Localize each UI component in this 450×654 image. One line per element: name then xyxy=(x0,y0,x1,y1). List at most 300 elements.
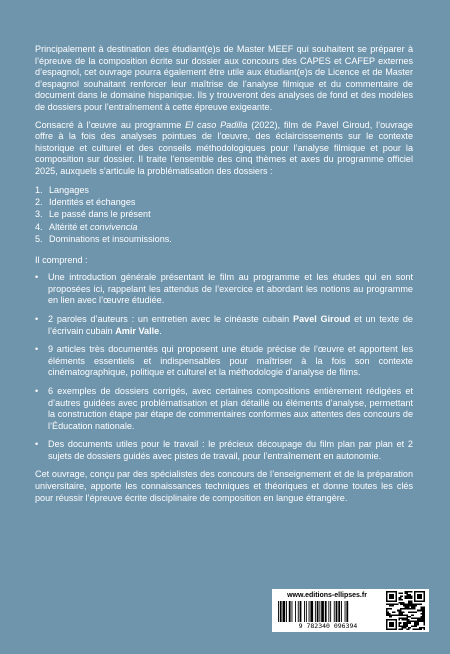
qr-module xyxy=(413,618,415,620)
qr-module xyxy=(414,594,416,596)
publisher-footer xyxy=(272,589,429,632)
qr-module xyxy=(409,622,411,624)
qr-module xyxy=(389,625,391,627)
qr-module xyxy=(413,611,415,613)
qr-module xyxy=(386,621,388,623)
qr-module xyxy=(408,607,410,609)
qr-module xyxy=(420,600,422,602)
theme-item: 3. Le passé dans le présent xyxy=(35,209,151,220)
qr-module xyxy=(388,613,390,615)
qr-module xyxy=(400,618,402,620)
qr-module xyxy=(408,608,410,610)
qr-module xyxy=(408,622,410,624)
qr-module xyxy=(420,591,422,593)
qr-module xyxy=(392,597,394,599)
qr-module xyxy=(416,621,418,623)
qr-module xyxy=(414,618,416,620)
qr-module xyxy=(422,611,424,613)
qr-module xyxy=(422,608,424,610)
qr-module xyxy=(413,608,415,610)
intro-paragraph: Principalement à destination des étudiant(e)s de Master MEEF qui souhaitent se préparer à l’épreuve de la composition écrite sur dossier aux concours des CAPES et CAFEP externes d’espagnol, cet ouvrage pourra également être utile aux étudiant(e)s de Licence et de Master d’espagnol souhaitant renforcer leur maîtrise de l’analyse filmique et du commentaire de document dans le domaine hispanique. Ils y trouveront des analyses de fond et des modèles de dossiers pour l’entraînement à cette épreuve exigeante. xyxy=(35,44,413,112)
qr-module xyxy=(423,627,425,629)
qr-module xyxy=(417,622,419,624)
qr-module xyxy=(395,622,397,624)
qr-module xyxy=(411,611,413,613)
qr-module xyxy=(389,613,391,615)
qr-module xyxy=(420,607,422,609)
qr-module xyxy=(422,614,424,616)
qr-module xyxy=(391,596,393,598)
qr-module xyxy=(408,605,410,607)
qr-module xyxy=(389,614,391,616)
qr-module xyxy=(398,619,400,621)
qr-module xyxy=(423,628,425,630)
qr-module xyxy=(395,619,397,621)
qr-module xyxy=(405,622,407,624)
qr-module xyxy=(414,624,416,626)
qr-module xyxy=(406,608,408,610)
qr-module xyxy=(420,621,422,623)
qr-module xyxy=(409,621,411,623)
qr-module xyxy=(394,591,396,593)
qr-module xyxy=(413,614,415,616)
qr-module xyxy=(419,619,421,621)
qr-module xyxy=(403,619,405,621)
qr-module xyxy=(391,616,393,618)
qr-module xyxy=(423,599,425,601)
qr-module xyxy=(386,628,388,630)
qr-module xyxy=(400,622,402,624)
qr-module xyxy=(400,613,402,615)
qr-module xyxy=(420,616,422,618)
qr-module xyxy=(423,614,425,616)
qr-module xyxy=(389,596,391,598)
qr-module xyxy=(402,627,404,629)
qr-module xyxy=(417,591,419,593)
qr-module xyxy=(402,602,404,604)
qr-module xyxy=(398,611,400,613)
theme-item: 4. Altérité et convivencia xyxy=(35,221,138,232)
qr-module xyxy=(419,627,421,629)
qr-module xyxy=(398,593,400,595)
qr-module xyxy=(403,614,405,616)
qr-module xyxy=(403,602,405,604)
qr-module xyxy=(398,614,400,616)
qr-module xyxy=(409,602,411,604)
qr-module xyxy=(408,594,410,596)
qr-module xyxy=(406,591,408,593)
qr-module xyxy=(408,616,410,618)
back-cover-text xyxy=(35,44,413,510)
qr-module xyxy=(414,597,416,599)
qr-module xyxy=(388,600,390,602)
qr-module xyxy=(406,625,408,627)
qr-module xyxy=(391,624,393,626)
qr-module xyxy=(411,618,413,620)
qr-module xyxy=(406,605,408,607)
qr-module xyxy=(409,603,411,605)
qr-module xyxy=(416,603,418,605)
qr-module xyxy=(400,593,402,595)
qr-module xyxy=(423,619,425,621)
qr-module xyxy=(386,594,388,596)
qr-module xyxy=(391,605,393,607)
qr-module xyxy=(400,628,402,630)
qr-module xyxy=(403,618,405,620)
qr-module xyxy=(391,622,393,624)
qr-module xyxy=(392,596,394,598)
qr-module xyxy=(411,608,413,610)
theme-item: 2. Identités et échanges xyxy=(35,196,136,207)
qr-module xyxy=(423,594,425,596)
qr-module xyxy=(388,611,390,613)
qr-module xyxy=(386,625,388,627)
qr-module xyxy=(405,605,407,607)
qr-module xyxy=(411,603,413,605)
qr-module xyxy=(405,618,407,620)
qr-module xyxy=(389,608,391,610)
qr-module xyxy=(411,600,413,602)
qr-module xyxy=(400,614,402,616)
qr-module xyxy=(388,591,390,593)
qr-module xyxy=(413,621,415,623)
qr-module xyxy=(394,611,396,613)
convivencia-term: convivencia xyxy=(89,221,138,232)
qr-module xyxy=(405,625,407,627)
qr-module xyxy=(406,621,408,623)
qr-module xyxy=(408,600,410,602)
qr-module xyxy=(406,596,408,598)
qr-module xyxy=(391,608,393,610)
qr-module xyxy=(386,622,388,624)
qr-module xyxy=(395,627,397,629)
qr-module xyxy=(413,603,415,605)
qr-module xyxy=(417,621,419,623)
qr-module xyxy=(395,597,397,599)
qr-module xyxy=(389,605,391,607)
qr-module xyxy=(416,591,418,593)
qr-module xyxy=(386,599,388,601)
qr-module xyxy=(416,625,418,627)
qr-module xyxy=(422,613,424,615)
qr-module xyxy=(391,619,393,621)
qr-module xyxy=(422,619,424,621)
qr-module xyxy=(408,603,410,605)
qr-module xyxy=(422,627,424,629)
bullet: • xyxy=(35,272,39,283)
qr-module xyxy=(395,603,397,605)
theme-item: 5. Dominations et insoumissions. xyxy=(35,234,172,245)
qr-module xyxy=(405,614,407,616)
qr-module xyxy=(409,596,411,598)
qr-module xyxy=(405,627,407,629)
qr-module xyxy=(414,599,416,601)
qr-module xyxy=(423,596,425,598)
qr-module xyxy=(405,591,407,593)
qr-module xyxy=(411,614,413,616)
qr-module xyxy=(414,605,416,607)
qr-module xyxy=(403,605,405,607)
qr-module xyxy=(400,596,402,598)
qr-module xyxy=(413,625,415,627)
qr-module xyxy=(406,614,408,616)
qr-module xyxy=(386,613,388,615)
qr-module xyxy=(417,594,419,596)
qr-module xyxy=(406,607,408,609)
qr-module xyxy=(406,624,408,626)
qr-module xyxy=(411,625,413,627)
qr-module xyxy=(388,603,390,605)
qr-module xyxy=(402,599,404,601)
qr-module xyxy=(389,628,391,630)
comprend-heading: Il comprend : xyxy=(35,254,88,265)
qr-module xyxy=(423,597,425,599)
qr-module xyxy=(423,608,425,610)
qr-module xyxy=(423,613,425,615)
qr-module xyxy=(400,602,402,604)
qr-module xyxy=(414,622,416,624)
qr-module xyxy=(422,610,424,612)
qr-module xyxy=(414,596,416,598)
qr-module xyxy=(419,591,421,593)
qr-module xyxy=(392,591,394,593)
qr-module xyxy=(397,610,399,612)
qr-module xyxy=(417,603,419,605)
qr-module xyxy=(422,621,424,623)
qr-module xyxy=(420,628,422,630)
program-paragraph-end: (2022), film de Pavel Giroud, l’ouvrage offre à la fois des analyses pointues de l’œuvre, des éclaircissements sur le contexte historique et culturel et des conseils méthodologiques pour l’analyse filmique et pour la composition sur dossier. Il traite l’ensemble des cinq thèmes et axes du programme officiel 2025, auxquels s’articule la problématisation des dossiers : xyxy=(35,119,413,176)
qr-module xyxy=(414,593,416,595)
qr-module xyxy=(395,591,397,593)
theme-item: 1. Langages xyxy=(35,184,89,195)
qr-module xyxy=(394,614,396,616)
qr-module xyxy=(417,628,419,630)
qr-module xyxy=(391,591,393,593)
qr-module xyxy=(403,611,405,613)
qr-module xyxy=(395,593,397,595)
themes-list xyxy=(35,184,413,246)
qr-module xyxy=(419,603,421,605)
qr-module xyxy=(414,600,416,602)
qr-module xyxy=(423,616,425,618)
qr-module xyxy=(386,593,388,595)
qr-module xyxy=(406,616,408,618)
qr-module xyxy=(400,608,402,610)
qr-module xyxy=(398,628,400,630)
qr-module xyxy=(400,610,402,612)
qr-module xyxy=(423,611,425,613)
qr-module xyxy=(406,597,408,599)
qr-module xyxy=(405,597,407,599)
qr-module xyxy=(389,624,391,626)
qr-module xyxy=(405,608,407,610)
qr-module xyxy=(416,600,418,602)
qr-module xyxy=(408,611,410,613)
qr-module xyxy=(416,624,418,626)
qr-module xyxy=(403,603,405,605)
qr-module xyxy=(392,624,394,626)
qr-module xyxy=(398,624,400,626)
qr-module xyxy=(395,614,397,616)
qr-module xyxy=(419,600,421,602)
qr-module xyxy=(413,607,415,609)
qr-module xyxy=(411,605,413,607)
qr-module xyxy=(389,600,391,602)
qr-module xyxy=(414,591,416,593)
qr-module xyxy=(391,597,393,599)
qr-module xyxy=(416,622,418,624)
qr-module xyxy=(423,618,425,620)
qr-module xyxy=(394,603,396,605)
qr-module xyxy=(405,607,407,609)
qr-module xyxy=(388,608,390,610)
qr-module xyxy=(402,603,404,605)
author-name: Amir Valle xyxy=(115,325,160,336)
qr-module xyxy=(400,603,402,605)
qr-module xyxy=(402,618,404,620)
closing-paragraph: Cet ouvrage, conçu par des spécialistes des concours de l’enseignement et de la préparation universitaire, apporte les connaissances techniques et théoriques et donne toutes les clés pour réussir l’épreuve écrite disciplinaire de composition en langue étrangère. xyxy=(35,469,413,503)
qr-module xyxy=(406,603,408,605)
qr-module xyxy=(420,603,422,605)
qr-module xyxy=(417,600,419,602)
qr-module xyxy=(419,594,421,596)
qr-module xyxy=(405,593,407,595)
qr-module xyxy=(409,611,411,613)
qr-module xyxy=(386,611,388,613)
qr-module xyxy=(394,619,396,621)
qr-module xyxy=(392,625,394,627)
qr-module xyxy=(392,614,394,616)
qr-module xyxy=(391,614,393,616)
qr-module xyxy=(386,603,388,605)
qr-module xyxy=(389,597,391,599)
qr-module xyxy=(403,627,405,629)
qr-module xyxy=(386,600,388,602)
qr-module xyxy=(395,625,397,627)
qr-module xyxy=(398,602,400,604)
publisher-url: www.editions-ellipses.fr xyxy=(287,592,367,599)
qr-module xyxy=(392,619,394,621)
qr-module xyxy=(405,596,407,598)
qr-module xyxy=(423,624,425,626)
qr-module xyxy=(420,619,422,621)
qr-module xyxy=(409,597,411,599)
qr-module xyxy=(414,628,416,630)
qr-module xyxy=(395,628,397,630)
qr-module xyxy=(409,594,411,596)
qr-module xyxy=(413,628,415,630)
qr-module xyxy=(391,594,393,596)
qr-module xyxy=(397,614,399,616)
qr-module xyxy=(416,611,418,613)
qr-module xyxy=(405,619,407,621)
qr-module xyxy=(406,593,408,595)
qr-module xyxy=(400,599,402,601)
qr-module xyxy=(411,602,413,604)
qr-module xyxy=(389,603,391,605)
qr-module xyxy=(408,619,410,621)
qr-module xyxy=(420,594,422,596)
qr-module xyxy=(402,613,404,615)
qr-module xyxy=(398,599,400,601)
qr-module xyxy=(386,627,388,629)
qr-module xyxy=(386,608,388,610)
qr-module xyxy=(411,591,413,593)
qr-module xyxy=(423,607,425,609)
qr-module xyxy=(420,627,422,629)
qr-module xyxy=(386,597,388,599)
qr-module xyxy=(403,625,405,627)
qr-module xyxy=(394,628,396,630)
qr-module xyxy=(409,627,411,629)
list-item: • 9 articles très documentés qui proposent une étude précise de l’œuvre et apportent les éléments essentiels et indispensables pour maîtriser à la fois son contexte cinématographique, politique et culturel et la méthodologie d’analyse de films. xyxy=(35,344,413,378)
qr-module xyxy=(400,625,402,627)
qr-module xyxy=(420,596,422,598)
author-name: Pavel Giroud xyxy=(293,313,351,324)
program-paragraph xyxy=(35,120,413,178)
list-item: • Des documents utiles pour le travail : le précieux découpage du film plan par plan et 2 sujets de dossiers guidés avec pistes de travail, pour l’entraînement en autonomie. xyxy=(35,439,413,461)
qr-module xyxy=(420,613,422,615)
list-item: • 2 paroles d’auteurs : un entretien avec le cinéaste cubain Pavel Giroud et un texte de l’écrivain cubain Amir Valle. xyxy=(35,313,413,336)
qr-module xyxy=(420,610,422,612)
qr-module xyxy=(408,591,410,593)
bullet: • xyxy=(35,344,39,355)
qr-module xyxy=(386,619,388,621)
qr-module xyxy=(402,619,404,621)
qr-module xyxy=(402,614,404,616)
qr-module xyxy=(403,608,405,610)
qr-module xyxy=(423,593,425,595)
qr-module xyxy=(406,619,408,621)
qr-module xyxy=(409,608,411,610)
qr-module xyxy=(392,622,394,624)
qr-module xyxy=(419,596,421,598)
qr-code xyxy=(386,591,425,630)
qr-module xyxy=(400,597,402,599)
qr-module xyxy=(388,614,390,616)
qr-module xyxy=(422,618,424,620)
qr-module xyxy=(395,600,397,602)
qr-module xyxy=(395,621,397,623)
qr-module xyxy=(406,622,408,624)
qr-module xyxy=(417,624,419,626)
qr-module xyxy=(395,624,397,626)
qr-module xyxy=(408,628,410,630)
qr-module xyxy=(411,621,413,623)
qr-module xyxy=(417,610,419,612)
film-title: El caso Padilla xyxy=(185,119,248,130)
qr-module xyxy=(388,619,390,621)
qr-module xyxy=(403,622,405,624)
qr-module xyxy=(391,625,393,627)
qr-module xyxy=(423,621,425,623)
qr-module xyxy=(392,600,394,602)
qr-module xyxy=(398,625,400,627)
qr-module xyxy=(408,627,410,629)
qr-module xyxy=(388,628,390,630)
qr-module xyxy=(389,591,391,593)
qr-module xyxy=(420,597,422,599)
qr-module xyxy=(423,610,425,612)
qr-module xyxy=(405,603,407,605)
qr-module xyxy=(420,608,422,610)
qr-module xyxy=(417,619,419,621)
qr-module xyxy=(423,600,425,602)
qr-module xyxy=(395,594,397,596)
qr-module xyxy=(405,624,407,626)
qr-module xyxy=(409,616,411,618)
qr-module xyxy=(419,621,421,623)
